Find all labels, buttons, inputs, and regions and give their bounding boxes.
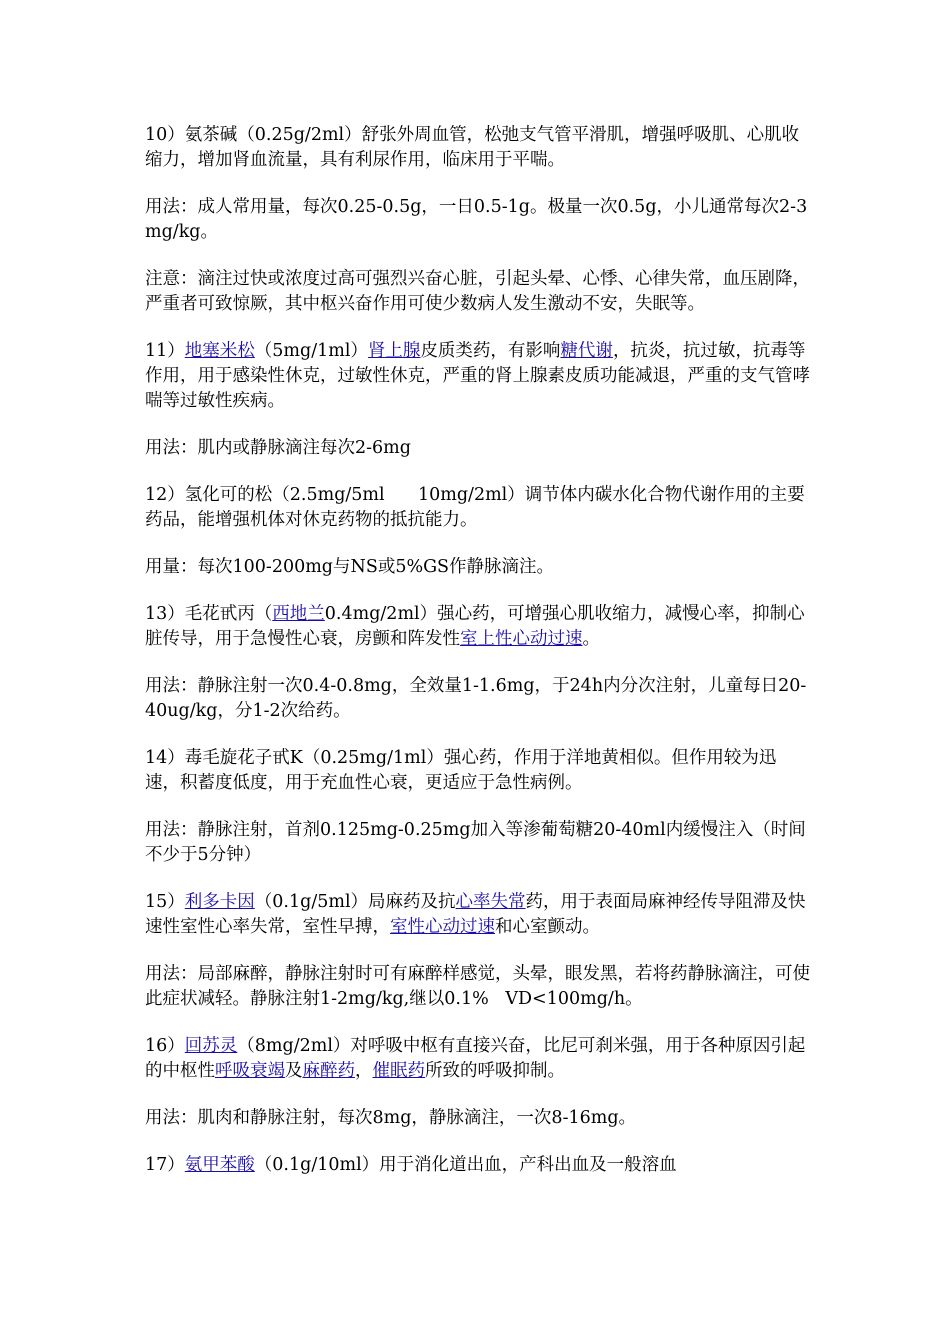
term-link[interactable]: 氨甲苯酸: [184, 1155, 255, 1175]
paragraph-text: 16）: [145, 1036, 185, 1056]
term-link[interactable]: 室性心动过速: [390, 917, 495, 937]
paragraph-text: 皮质类药，有影响: [420, 341, 561, 361]
paragraph: [145, 674, 810, 724]
paragraph: [145, 1034, 810, 1084]
paragraph: [145, 962, 810, 1012]
paragraph-text: 。: [582, 629, 600, 649]
paragraph: [145, 1153, 810, 1178]
paragraph: [145, 195, 810, 245]
paragraph-text: 14）毒毛旋花子甙K（0.25mg/1ml）强心药，作用于洋地黄相似。但作用较为迅速，积蓄度低度，用于充血性心衰，更适应于急性病例。: [145, 748, 777, 793]
paragraph-text: 17）: [145, 1155, 185, 1175]
term-link[interactable]: 室上性心动过速: [460, 629, 583, 649]
paragraph-text: 10）氨茶碱（0.25g/2ml）舒张外周血管，松弛支气管平滑肌，增强呼吸肌、心肌收缩力，增加肾血流量，具有利尿作用，临床用于平喘。: [145, 125, 800, 170]
term-link[interactable]: 西地兰: [272, 604, 325, 624]
paragraph: [145, 483, 810, 533]
paragraph-text: （5mg/1ml）: [254, 341, 368, 361]
term-link[interactable]: 呼吸衰竭: [215, 1061, 285, 1081]
paragraph-text: 12）氢化可的松（2.5mg/5ml 10mg/2ml）调节体内碳水化合物代谢作用的主要药品，能增强机体对休克药物的抵抗能力。: [145, 485, 805, 530]
paragraph-text: ，抗炎，抗过敏，抗毒等作用，用于感染性休克，过敏性休克，严重的肾上腺素皮质功能减退，严重的支气管哮喘等过敏性疾病。: [145, 341, 810, 411]
paragraph-text: （0.1g/10ml）用于消化道出血，产科出血及一般溶血: [254, 1155, 677, 1175]
paragraph-text: 用法：局部麻醉，静脉注射时可有麻醉样感觉，头晕，眼发黑，若将药静脉滴注，可使此症状减轻。静脉注射1-2mg/kg,继以0.1% VD<100mg/h。: [145, 964, 810, 1009]
paragraph-text: 及: [285, 1061, 303, 1081]
paragraph: [145, 436, 810, 461]
paragraph-text: 用法：肌内或静脉滴注每次2-6mg: [145, 438, 411, 458]
paragraph: [145, 602, 810, 652]
paragraph-text: 用法：静脉注射一次0.4-0.8mg，全效量1-1.6mg，于24h内分次注射，儿童每日20-40ug/kg，分1-2次给药。: [145, 676, 807, 721]
paragraph-text: 13）毛花甙丙（: [145, 604, 273, 624]
document-body: [145, 123, 810, 1200]
paragraph: [145, 123, 810, 173]
paragraph-text: 15）: [145, 892, 185, 912]
paragraph: [145, 818, 810, 868]
paragraph: [145, 555, 810, 580]
term-link[interactable]: 催眠药: [372, 1061, 425, 1081]
paragraph: [145, 267, 810, 317]
paragraph-text: 11）: [145, 341, 185, 361]
paragraph-text: ，: [355, 1061, 373, 1081]
term-link[interactable]: 糖代谢: [560, 341, 613, 361]
paragraph-text: 注意：滴注过快或浓度过高可强烈兴奋心脏，引起头晕、心悸、心律失常，血压剧降，严重者可致惊厥，其中枢兴奋作用可使少数病人发生激动不安，失眠等。: [145, 269, 810, 314]
paragraph-text: （0.1g/5ml）局麻药及抗: [254, 892, 456, 912]
paragraph: [145, 890, 810, 940]
term-link[interactable]: 肾上腺: [367, 341, 421, 361]
paragraph-text: 0.4mg/2ml）强心药，可增强心肌收缩力，减慢心率，抑制心脏传导，用于急慢性心衰，房颤和阵发性: [145, 604, 805, 649]
paragraph-text: 和心室颤动。: [495, 917, 600, 937]
paragraph-text: 用法：肌肉和静脉注射，每次8mg，静脉滴注，一次8-16mg。: [145, 1108, 637, 1128]
paragraph-text: （8mg/2ml）对呼吸中枢有直接兴奋，比尼可刹米强，用于各种原因引起的中枢性: [145, 1036, 806, 1081]
paragraph: [145, 746, 810, 796]
paragraph-text: 药，用于表面局麻神经传导阻滞及快速性室性心率失常，室性早搏，: [145, 892, 806, 937]
paragraph-text: 用量：每次100-200mg与NS或5%GS作静脉滴注。: [145, 557, 555, 577]
term-link[interactable]: 心率失常: [455, 892, 526, 912]
term-link[interactable]: 回苏灵: [184, 1036, 238, 1056]
term-link[interactable]: 麻醉药: [302, 1061, 355, 1081]
paragraph: [145, 339, 810, 414]
paragraph: [145, 1106, 810, 1131]
paragraph-text: 用法：成人常用量，每次0.25-0.5g，一日0.5-1g。极量一次0.5g，小儿通常每次2-3mg/kg。: [145, 197, 808, 242]
paragraph-text: 用法：静脉注射，首剂0.125mg-0.25mg加入等渗葡萄糖20-40ml内缓慢注入（时间不少于5分钟）: [145, 820, 806, 865]
paragraph-text: 所致的呼吸抑制。: [425, 1061, 565, 1081]
term-link[interactable]: 地塞米松: [184, 341, 255, 361]
term-link[interactable]: 利多卡因: [184, 892, 255, 912]
